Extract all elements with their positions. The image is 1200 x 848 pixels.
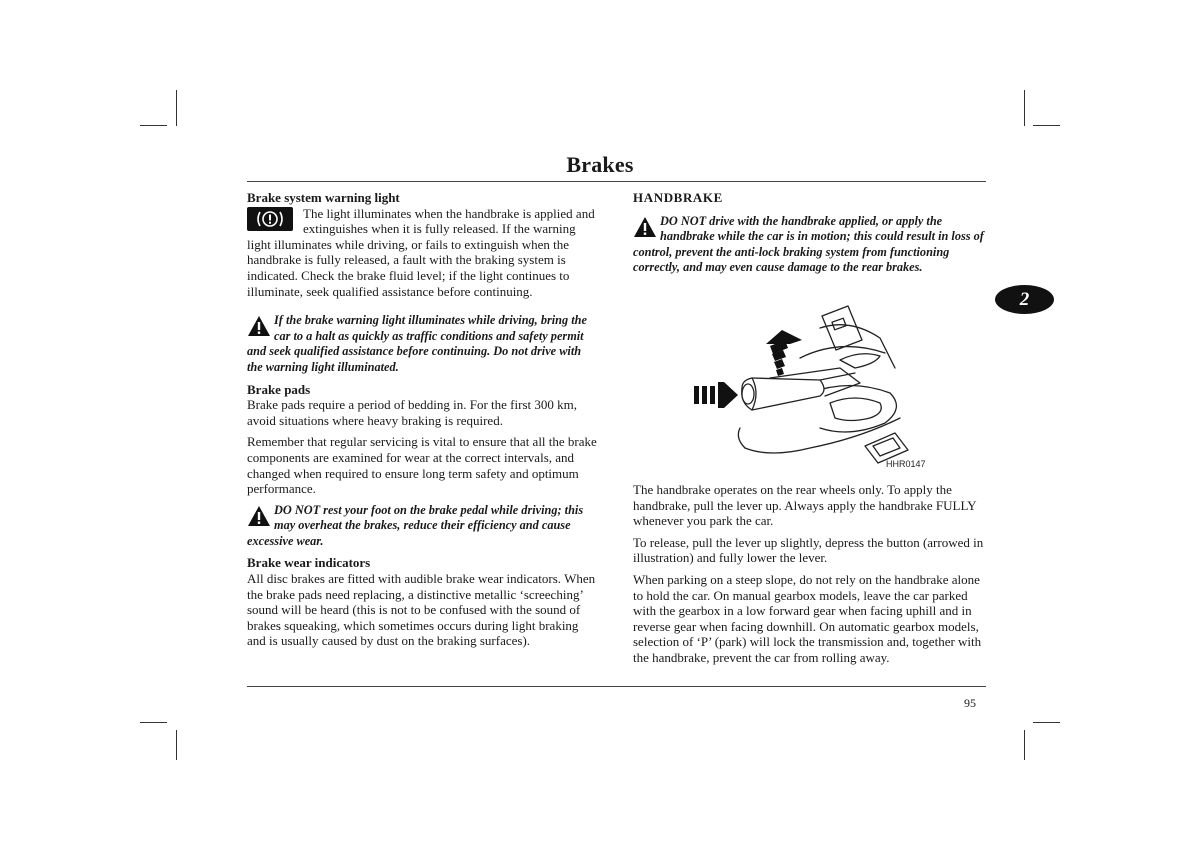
crop-mark bbox=[1033, 125, 1060, 126]
brake-warning-lamp-icon bbox=[247, 207, 293, 231]
brake-pads-text-2: Remember that regular servicing is vital to ensure that all the brake components are examined for wear at the correct intervals, and changed when required to ensure long term safety and optimum performance. bbox=[247, 434, 597, 497]
warning-light-heading: Brake system warning light bbox=[247, 190, 400, 205]
brake-pedal-warning-text: DO NOT rest your foot on the brake pedal while driving; this may overheat the brakes, reduce their efficiency and cause excessive wear. bbox=[247, 502, 584, 548]
crop-mark bbox=[1024, 730, 1025, 760]
wear-indicators-text: All disc brakes are fitted with audible brake wear indicators. When the brake pads need replacing, a distinctive metallic ‘screeching’ sound will be heard (this is not to be confused with the sound of brakes squeaking, which sometimes occurs during light braking and is usually caused by dust on the braking surfaces). bbox=[247, 571, 596, 649]
crop-mark bbox=[176, 90, 177, 126]
warning-triangle-icon bbox=[247, 505, 271, 527]
crop-mark bbox=[140, 722, 167, 723]
crop-mark bbox=[140, 125, 167, 126]
crop-mark bbox=[176, 730, 177, 760]
handbrake-text-1: The handbrake operates on the rear wheels only. To apply the handbrake, pull the lever up. Always apply the handbrake FULLY whenever you park the car. bbox=[633, 481, 976, 529]
header-rule bbox=[247, 181, 986, 182]
footer-rule bbox=[247, 686, 986, 687]
handbrake-warning-text: DO NOT drive with the handbrake applied, or apply the handbrake while the car is in motion; this could result in loss of control, prevent the anti-lock braking system from functioning correctly, and may even cause damage to the rear brakes. bbox=[633, 213, 984, 275]
page-number: 95 bbox=[964, 696, 976, 710]
crop-mark bbox=[1033, 722, 1060, 723]
handbrake-text-3: When parking on a steep slope, do not rely on the handbrake alone to hold the car. On manual gearbox models, leave the car parked with the gearbox in a low forward gear when facing uphill and in reverse gear when facing downhill. On automatic gearbox models, selection of ‘P’ (park) will lock the transmission and, together with the handbrake, prevent the car from rolling away. bbox=[633, 571, 982, 665]
figure-code: HHR0147 bbox=[886, 459, 926, 469]
brake-pedal-warning bbox=[247, 503, 599, 550]
wear-indicators-heading: Brake wear indicators bbox=[247, 555, 371, 571]
brake-light-warning-text: If the brake warning light illuminates while driving, bring the car to a halt as quickly as traffic conditions and safety permit and seek qualified assistance before continuing. Do not drive with the warning light illuminated. bbox=[247, 313, 587, 374]
brake-pads-text-1: Brake pads require a period of bedding in. For the first 300 km, avoid situations where heavy braking is required. bbox=[247, 397, 577, 428]
warning-light-paragraph bbox=[247, 206, 599, 300]
handbrake-heading: HANDBRAKE bbox=[633, 190, 723, 205]
handbrake-illustration bbox=[690, 298, 926, 470]
warning-light-text: The light illuminates when the handbrake is applied and extinguishes when it is fully released. If the warning light illuminates while driving, or fails to extinguish when the handbrake is fully released, a fault with the braking system is indicated. Check the brake fluid level; if the light continues to illuminate, seek qualified assistance before continuing. bbox=[247, 205, 595, 299]
warning-triangle-icon bbox=[247, 315, 271, 337]
warning-triangle-icon bbox=[633, 216, 657, 238]
crop-mark bbox=[1024, 90, 1025, 126]
brake-light-warning bbox=[247, 313, 599, 375]
handbrake-warning bbox=[633, 214, 985, 276]
left-column bbox=[247, 190, 599, 655]
page-title: Brakes bbox=[566, 152, 634, 177]
section-badge: 2 bbox=[995, 285, 1054, 314]
handbrake-text-2: To release, pull the lever up slightly, depress the button (arrowed in illustration) and fully lower the lever. bbox=[633, 534, 984, 566]
brake-pads-heading: Brake pads bbox=[247, 381, 311, 397]
